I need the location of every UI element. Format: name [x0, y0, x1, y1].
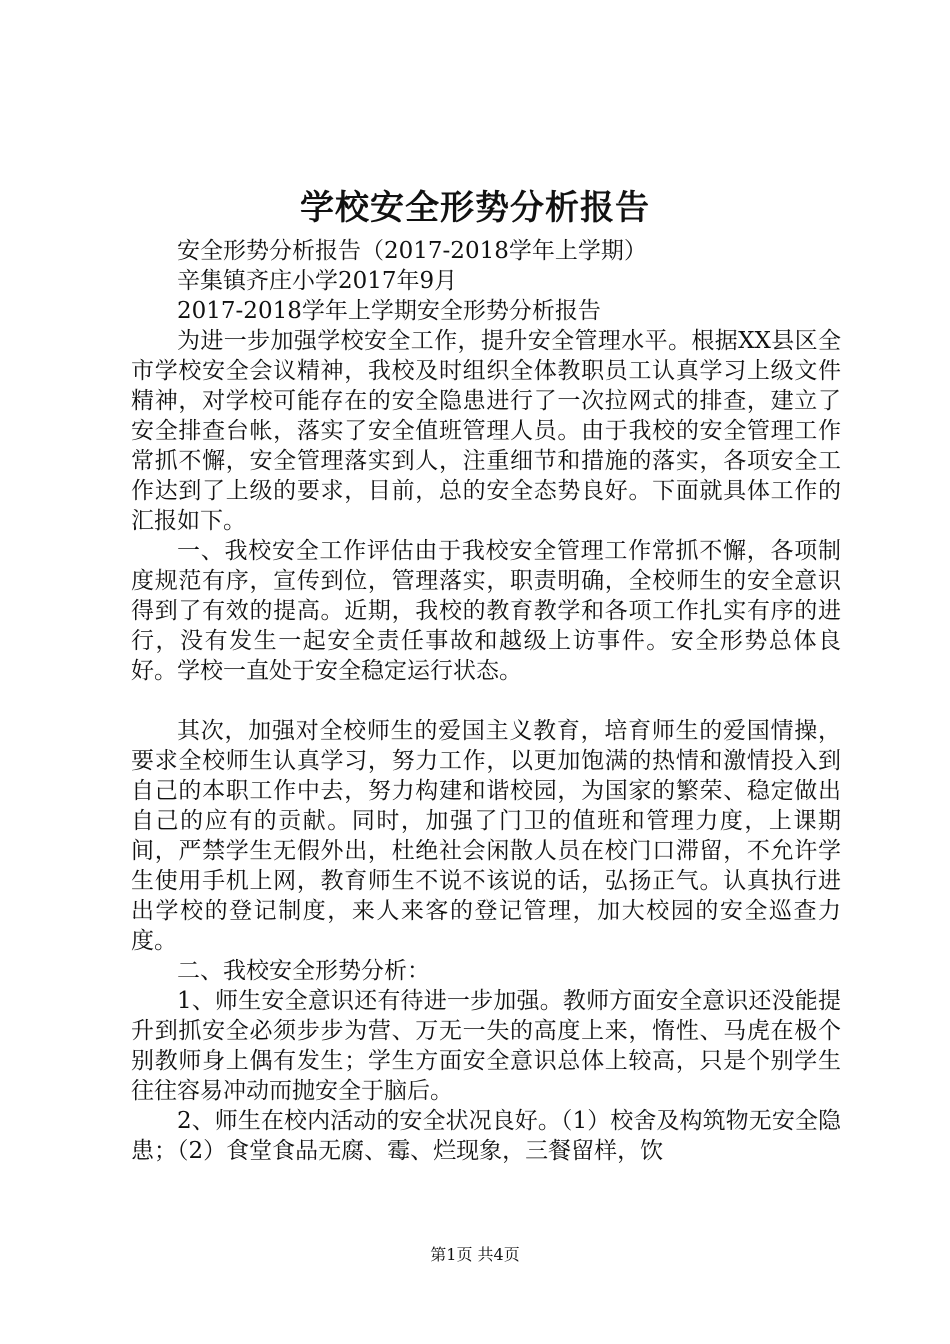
paragraph-report-heading: 2017-2018学年上学期安全形势分析报告 — [177, 298, 601, 324]
paragraph-item-two: 2、师生在校内活动的安全状况良好。（1）校舍及构筑物无安全隐患；（2）食堂食品无腐、霉、烂现象，三餐留样，饮 — [131, 1108, 841, 1164]
paragraph-intro: 为进一步加强学校安全工作，提升安全管理水平。根据XX县区全市学校安全会议精神，我校及时组织全体教职员工认真学习上级文件精神，对学校可能存在的安全隐患进行了一次拉网式的排查，建立了安全排查台帐，落实了安全值班管理人员。由于我校的安全管理工作常抓不懈，安全管理落实到人，注重细节和措施的落实，各项安全工作达到了上级的要求，目前，总的安全态势良好。下面就具体工作的汇报如下。 — [131, 328, 841, 534]
page-footer: 第1页 共4页 — [430, 1245, 520, 1264]
document-body — [131, 236, 841, 1166]
paragraph-subtitle: 安全形势分析报告（2017-2018学年上学期） — [177, 238, 647, 264]
document-title: 学校安全形势分析报告 — [300, 188, 650, 228]
paragraph-secondly: 其次，加强对全校师生的爱国主义教育，培育师生的爱国情操，要求全校师生认真学习，努力工作，以更加饱满的热情和激情投入到自己的本职工作中去，努力构建和谐校园，为国家的繁荣、稳定做出自己的应有的贡献。同时，加强了门卫的值班和管理力度，上课期间，严禁学生无假外出，杜绝社会闲散人员在校门口滞留，不允许学生使用手机上网，教育师生不说不该说的话，弘扬正气。认真执行进出学校的登记制度，来人来客的登记管理，加大校园的安全巡查力度。 — [131, 718, 841, 954]
paragraph-school-date: 辛集镇齐庄小学2017年9月 — [177, 268, 458, 294]
paragraph-section-two-heading: 二、我校安全形势分析： — [177, 958, 430, 984]
paragraph-section-one: 一、我校安全工作评估由于我校安全管理工作常抓不懈，各项制度规范有序，宣传到位，管理落实，职责明确，全校师生的安全意识得到了有效的提高。近期，我校的教育教学和各项工作扎实有序的进行，没有发生一起安全责任事故和越级上访事件。安全形势总体良好。学校一直处于安全稳定运行状态。 — [131, 538, 841, 684]
paragraph-item-one: 1、师生安全意识还有待进一步加强。教师方面安全意识还没能提升到抓安全必须步步为营、万无一失的高度上来，惰性、马虎在极个别教师身上偶有发生；学生方面安全意识总体上较高，只是个别学生往往容易冲动而抛安全于脑后。 — [131, 988, 841, 1104]
